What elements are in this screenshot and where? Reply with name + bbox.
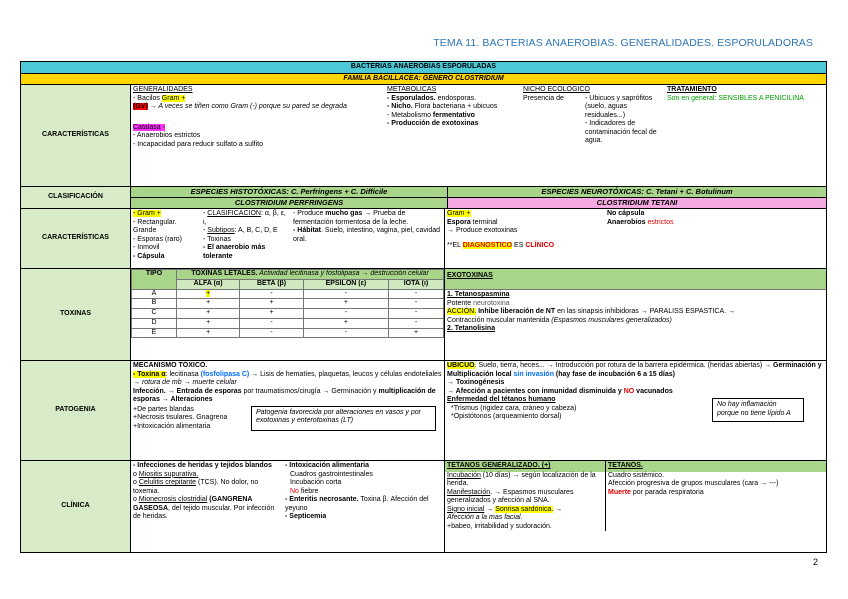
- pathogenesis-note-box: Patogenia favorecida por alteraciones en vasos y por exotoxinas y enterotoxinas (LT): [251, 406, 436, 432]
- tetani-band: CLOSTRIDIUM TETANI: [448, 198, 826, 208]
- row-label-patogenia: PATOGENIA: [21, 361, 131, 461]
- perfringens-features: - Gram + - Rectangular. Grande - Esporas (raro) - Inmovil - Cápsula - CLASIFICACION: α, β, ε, ι, - Subtipos: A, B, C, D, E - Toxinas - El anaerobio más tolerante - Produce mucho gas → Prueba de fermentación tormentosa de la leche. - Hábitat. Suelo, intestino, vagina, piel, cavidad oral.: [131, 209, 445, 269]
- tetani-features: Gram + Espora terminal → Produce exotoxinas No cápsula Anaerobios estrictos **EL DIAGNOSTICO ES CLÍNICO: [445, 209, 827, 269]
- table-row: E + - - +: [132, 328, 444, 338]
- document-header: TEMA 11. BACTERIAS ANAEROBIAS. GENERALIDADES. ESPORULADORAS: [433, 37, 813, 49]
- tratamiento-heading: TRATAMIENTO: [667, 86, 717, 94]
- generalidades-heading: GENERALIDADES: [133, 86, 193, 94]
- catalasa-label: Catalasa -: [133, 123, 165, 131]
- row-label-caracteristicas-2: CARACTERÍSTICAS: [21, 209, 131, 269]
- table-row: B + + + -: [132, 299, 444, 309]
- row-label-clasificacion: CLASIFICACIÓN: [21, 187, 131, 209]
- nicho-heading: NICHO ECOLÓGICO: [523, 86, 590, 94]
- row-label-clinica: CLÍNICA: [21, 461, 131, 553]
- table-row: D + - + -: [132, 318, 444, 328]
- summary-table: [20, 61, 827, 553]
- table-row: C + + - -: [132, 309, 444, 319]
- perfringens-pathogenesis: MECANISMO TÓXICO. - Toxina α: lecitinasa (fosfolipasa C) → Lisis de hematíes, plaquetas, leucos y células endoteliales → rotura de mb → muerte celular Infección. → Entrada de esporas por traumatismos/cirugía → Germinación y multiplicación de esporas → Alteraciones +De partes blandas +Necrosis tisulares. Gnagrena +Intoxicación alimentaria Patogenia favorecida por alteraciones en vasos y por exotoxinas y enterotoxinas (LT): [131, 361, 445, 461]
- histotoxic-band: ESPECIES HISTOTÓXICAS: C. Perfringens + C. Difficile: [131, 187, 448, 197]
- perfringens-band: CLOSTRIDIUM PERFRINGENS: [131, 198, 448, 208]
- tetani-clinical: TETANOS GENERALIZADO. (+) Incubación (10 días) → según localización de la herida. Manifestación. → Espasmos musculares generalizados y afección al SNA. Signo inicial → Sonrisa sardónica. → Afección a la mas facial. +babeo, irritabilidad y sudoración. TETANOS. Cuadro sistémico. Afección progresiva de grupos musculares (cara → ---) Muerte por parada respiratoria: [445, 461, 827, 553]
- row-label-toxinas: TOXINAS: [21, 269, 131, 361]
- neurotoxic-band: ESPECIES NEUROTÓXICAS: C. Tetani + C. Botulinum: [448, 187, 826, 197]
- toxin-type-table: TIPO TOXINAS LETALES. Actividad lecitinasa y fosfolipasa → destrucción celular ALFA (α) BETA (β) ÉPSILON (ε) IOTA (ι) A + - - - B + + + - C + + - - D + - + - E + - - +: [131, 269, 444, 338]
- exotoxinas-heading: EXOTOXINAS: [445, 269, 826, 290]
- tetani-exotoxins-cell: EXOTOXINAS 1. Tetanospasmina Potente neurotoxina ACCIÓN. Inhibe liberación de NT en las sinapsis inhibidoras → PARALISS ESPASTICA. → Contracción muscular mantenida (Espasmos musculares generalizados) 2. Tetanolisina: [445, 269, 827, 361]
- page-number: 2: [812, 557, 818, 567]
- table-title: BACTERIAS ANAEROBIAS ESPORULADAS: [21, 62, 827, 74]
- family-title: FAMILIA BACILLACEA: GÉNERO CLOSTRIDIUM: [21, 73, 827, 85]
- no-inflammation-note-box: No hay inflamación porque no tiene lípido A: [712, 398, 804, 422]
- metabolicas-heading: METABÓLICAS: [387, 86, 437, 94]
- table-row: A + - - -: [132, 289, 444, 299]
- perfringens-clinical: - Infecciones de heridas y tejidos blandos o Miositis supurativa. o Celulitis crepitante (TCS). No dolor, no toxemia. o Mionecrosis clostridial (GANGRENA GASEOSA, del tejido muscular. Por infección de heridas. - Intoxicación alimentaria Cuadros gastrointestinales Incubación corta No fiebre - Enteritis necrosante. Toxina β. Afección del yeyuno - Septicemia: [131, 461, 445, 553]
- general-features-cell: GENERALIDADES - Bacilos Gram + (GV) → A veces se tiñen como Gram (-) porque su pared se degrada Catalasa - - Anaerobios estrictos - Incapacidad para reducir sulfato a sulfito METABÓLICAS - Esporulados. endosporas. - Nicho. Flora bacteriana + ubicuos - Metabolismo fermentativo - Producción de exotoxinas NICHO ECOLÓGICO Presencia de - Ubicuos y saprófitos (suelo, aguas residuales...) - Indicadores de contaminación fecal de agua. TRATAMIENTO Son en general: SENSIBLES A PENICILINA: [131, 85, 827, 187]
- tetani-pathogenesis: UBICUO. Suelo, tierra, heces... → Introducción por rotura de la barrera epidérmica. (heridas abiertas) → Germinación y Multiplicación local sin invasión (hay fase de incubación 6 a 15 días) → Toxinogénesis → Afección a pacientes con inmunidad disminuida y NO vacunados Enfermedad del tétanos humano *Trismus (rigidez cara, cráneo y cabeza) *Opistótonos (arqueamiento dorsal) No hay inflamación porque no tiene lípido A: [445, 361, 827, 461]
- row-label-caracteristicas: CARACTERÍSTICAS: [21, 85, 131, 187]
- perfringens-toxin-table-cell: [131, 269, 445, 361]
